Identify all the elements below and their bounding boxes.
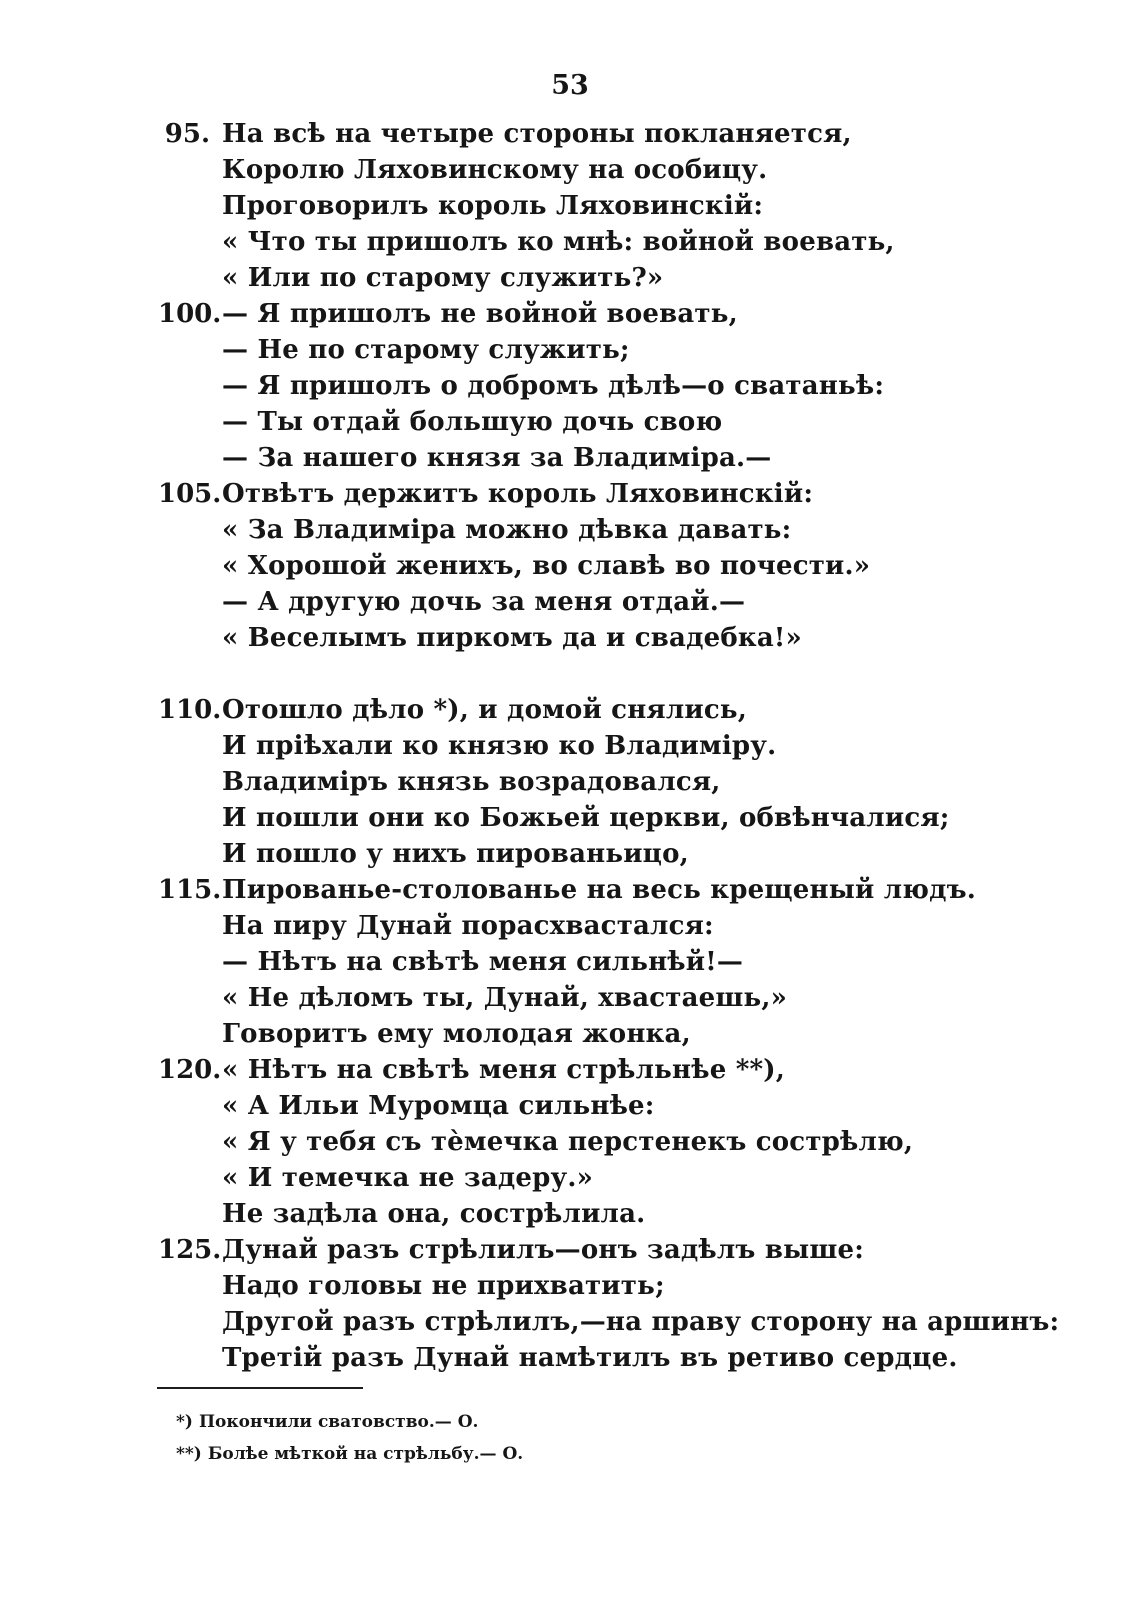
verse-number: 105. — [158, 479, 222, 509]
footnote-mark: **) — [176, 1444, 202, 1464]
verse-line — [0, 152, 1140, 188]
verse-line — [0, 1232, 1140, 1268]
verse-line — [0, 944, 1140, 980]
verse-text-line: На всѣ на четыре стороны покланяется, — [222, 119, 852, 149]
verse-text-line: « И темечка не задеру.» — [222, 1163, 594, 1193]
verse-text-line: Отвѣтъ держитъ король Ляховинскій: — [222, 479, 814, 509]
verse-text-line: Отошло дѣло *), и домой снялись, — [222, 695, 747, 725]
verse-text — [0, 116, 1140, 1376]
verse-text-line: « Хорошой женихъ, во славѣ во почести.» — [222, 551, 871, 581]
verse-number: 95. — [164, 119, 210, 149]
verse-text-line: « Или по старому служить?» — [222, 263, 664, 293]
verse-line — [0, 476, 1140, 512]
verse-text-line: — Я пришолъ не войной воевать, — [222, 299, 738, 329]
verse-text-line: « А Ильи Муромца сильнѣе: — [222, 1091, 655, 1121]
verse-line — [0, 1052, 1140, 1088]
verse-text-line: « Веселымъ пиркомъ да и свадебка!» — [222, 623, 802, 653]
verse-line — [0, 836, 1140, 872]
verse-text-line: Надо головы не прихватить; — [222, 1271, 665, 1301]
verse-number: 110. — [158, 695, 222, 725]
footnote-divider — [157, 1387, 363, 1389]
verse-line — [0, 620, 1140, 656]
verse-text-line: И пошло у нихъ пированьицо, — [222, 839, 689, 869]
verse-line — [0, 800, 1140, 836]
verse-text-line: « Что ты пришолъ ко мнѣ: войной воевать, — [222, 227, 895, 257]
verse-text-line: Другой разъ стрѣлилъ,—на праву сторону на аршинъ: — [222, 1307, 1060, 1337]
verse-text-line: — Не по старому служить; — [222, 335, 630, 365]
verse-text-line: — Нѣтъ на свѣтѣ меня сильнѣй!— — [222, 947, 744, 977]
verse-line — [0, 332, 1140, 368]
verse-text-line: — А другую дочь за меня отдай.— — [222, 587, 746, 617]
verse-text-line: « Я у тебя съ тѐмечка перстенекъ сострѣлю, — [222, 1127, 914, 1157]
verse-line — [0, 1016, 1140, 1052]
verse-text-line: Проговорилъ король Ляховинскій: — [222, 191, 764, 221]
footnote — [176, 1438, 523, 1470]
footnotes — [176, 1406, 523, 1470]
verse-line — [0, 908, 1140, 944]
verse-text-line: « За Владиміра можно дѣвка давать: — [222, 515, 792, 545]
verse-text-line: Говоритъ ему молодая жонка, — [222, 1019, 691, 1049]
verse-line — [0, 1268, 1140, 1304]
verse-number: 125. — [158, 1235, 222, 1265]
verse-line — [0, 728, 1140, 764]
verse-text-line: — За нашего князя за Владиміра.— — [222, 443, 772, 473]
footnote-mark: *) — [176, 1412, 193, 1432]
verse-line — [0, 1196, 1140, 1232]
verse-text-line: И пошли они ко Божьей церкви, обвѣнчалися; — [222, 803, 950, 833]
verse-line — [0, 980, 1140, 1016]
verse-number: 115. — [158, 875, 222, 905]
verse-line — [0, 368, 1140, 404]
verse-line — [0, 188, 1140, 224]
verse-line — [0, 1304, 1140, 1340]
verse-text-line: « Не дѣломъ ты, Дунай, хвастаешь,» — [222, 983, 788, 1013]
verse-number: 120. — [158, 1055, 222, 1085]
verse-line — [0, 512, 1140, 548]
footnote — [176, 1406, 523, 1438]
verse-text-line: Третій разъ Дунай намѣтилъ въ ретиво сердце. — [222, 1343, 958, 1373]
verse-line — [0, 1088, 1140, 1124]
verse-text-line: И пріѣхали ко князю ко Владиміру. — [222, 731, 777, 761]
verse-line — [0, 548, 1140, 584]
footnote-text: Болѣе мѣткой на стрѣльбу.— О. — [207, 1444, 524, 1464]
verse-line — [0, 404, 1140, 440]
verse-line — [0, 440, 1140, 476]
verse-line — [0, 584, 1140, 620]
verse-line — [0, 1340, 1140, 1376]
verse-line — [0, 692, 1140, 728]
verse-line — [0, 260, 1140, 296]
verse-line — [0, 872, 1140, 908]
verse-line — [0, 1124, 1140, 1160]
footnote-text: Покончили сватовство.— О. — [198, 1412, 479, 1432]
verse-text-line: — Ты отдай большую дочь свою — [222, 407, 723, 437]
verse-text-line: Не задѣла она, сострѣлила. — [222, 1199, 646, 1229]
page-number: 53 — [551, 70, 589, 101]
verse-text-line: — Я пришолъ о добромъ дѣлѣ—о сватаньѣ: — [222, 371, 885, 401]
verse-line — [0, 296, 1140, 332]
verse-line — [0, 764, 1140, 800]
verse-text-line: Королю Ляховинскому на особицу. — [222, 155, 768, 185]
verse-number: 100. — [158, 299, 222, 329]
verse-text-line: « Нѣтъ на свѣтѣ меня стрѣльнѣе **), — [222, 1055, 786, 1085]
verse-text-line: Владиміръ князь возрадовался, — [222, 767, 721, 797]
verse-text-line: На пиру Дунай порасхвастался: — [222, 911, 714, 941]
verse-line — [0, 224, 1140, 260]
verse-line — [0, 116, 1140, 152]
verse-text-line: Пированье-столованье на весь крещеный людъ. — [222, 875, 977, 905]
verse-text-line: Дунай разъ стрѣлилъ—онъ задѣлъ выше: — [222, 1235, 865, 1265]
verse-line — [0, 1160, 1140, 1196]
